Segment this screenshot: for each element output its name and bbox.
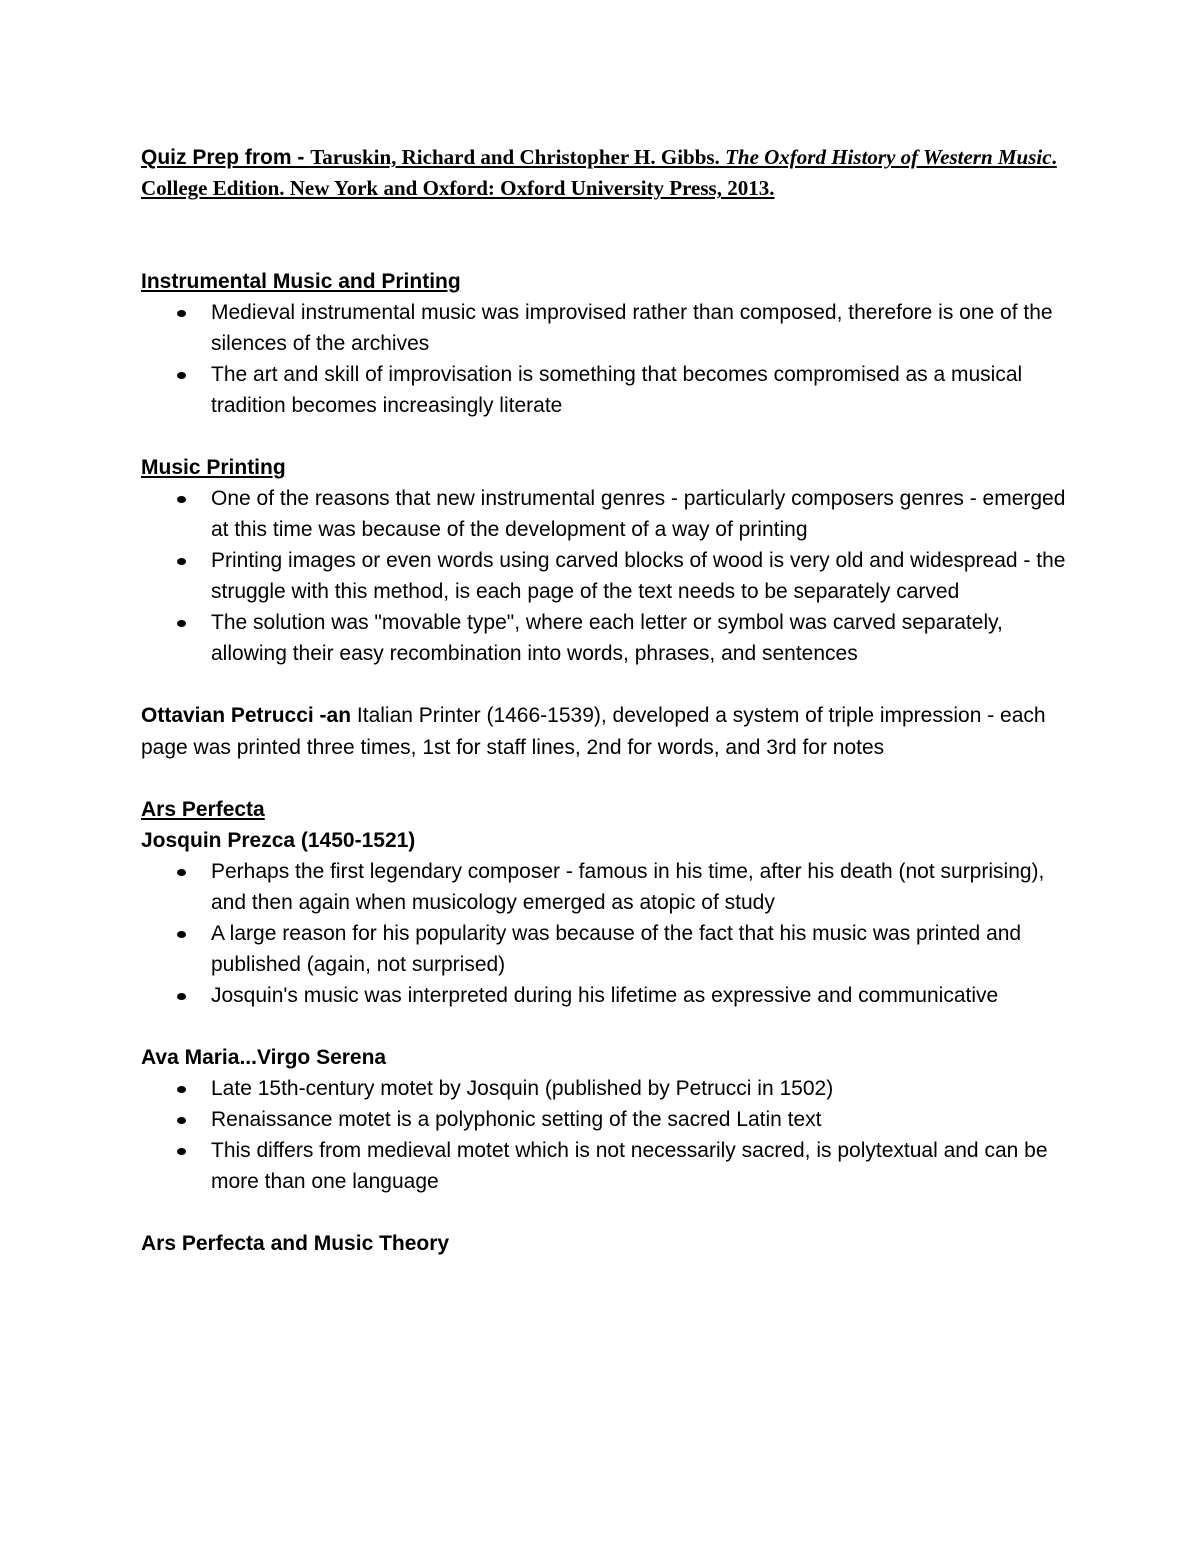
citation-book-title: The Oxford History of Western Music	[725, 145, 1052, 169]
list-item	[141, 607, 1071, 669]
bullet-text: The solution was "movable type", where each letter or symbol was carved separately, allowing their easy recombination into words, phrases, and sentences	[211, 611, 1003, 665]
list-item	[141, 545, 1071, 607]
bullet-icon	[177, 1086, 186, 1093]
printing-bullet-list	[141, 483, 1071, 669]
bullet-icon	[177, 1117, 186, 1124]
citation-publisher: . College Edition. New York and Oxford: Oxford University Press, 2013.	[141, 145, 1057, 200]
bullet-text: Printing images or even words using carved blocks of wood is very old and widespread - the struggle with this method, is each page of the text needs to be separately carved	[211, 549, 1066, 603]
petrucci-name: Ottavian Petrucci -an	[141, 704, 352, 727]
heading-ars-perfecta: Ars Perfecta	[141, 798, 265, 821]
bullet-text: Josquin's music was interpreted during his lifetime as expressive and communicative	[211, 984, 999, 1007]
bullet-icon	[177, 931, 186, 938]
bullet-icon	[177, 1148, 186, 1155]
petrucci-paragraph	[141, 700, 1071, 763]
document-page	[141, 142, 1071, 1259]
citation-lead: Quiz Prep from -	[141, 146, 311, 169]
bullet-text: Renaissance motet is a polyphonic setting of the sacred Latin text	[211, 1108, 822, 1131]
bullet-icon	[177, 372, 186, 379]
list-item	[141, 297, 1071, 359]
bullet-text: Medieval instrumental music was improvised rather than composed, therefore is one of the silences of the archives	[211, 301, 1053, 355]
bullet-icon	[177, 496, 186, 503]
heading-ars-perfecta-theory: Ars Perfecta and Music Theory	[141, 1232, 450, 1255]
ava-maria-bullet-list	[141, 1073, 1071, 1197]
list-item	[141, 359, 1071, 421]
list-item	[141, 980, 1071, 1011]
bullet-icon	[177, 869, 186, 876]
josquin-bullet-list	[141, 856, 1071, 1011]
bullet-icon	[177, 558, 186, 565]
list-item	[141, 918, 1071, 980]
bullet-text: A large reason for his popularity was because of the fact that his music was printed and published (again, not surprised)	[211, 922, 1022, 976]
list-item	[141, 1073, 1071, 1104]
subheading-josquin: Josquin Prezca (1450-1521)	[141, 829, 416, 852]
bullet-text: One of the reasons that new instrumental genres - particularly composers genres - emerged at this time was because of the development of a way of printing	[211, 487, 1066, 541]
list-item	[141, 483, 1071, 545]
list-item	[141, 856, 1071, 918]
bullet-text: Late 15th-century motet by Josquin (published by Petrucci in 1502)	[211, 1077, 834, 1100]
bullet-text: The art and skill of improvisation is something that becomes compromised as a musical tradition becomes increasingly literate	[211, 363, 1023, 417]
heading-instrumental-music: Instrumental Music and Printing	[141, 270, 461, 293]
list-item	[141, 1135, 1071, 1197]
instrumental-bullet-list	[141, 297, 1071, 421]
citation-authors: Taruskin, Richard and Christopher H. Gibbs.	[310, 145, 726, 169]
citation-title	[141, 142, 1071, 204]
bullet-icon	[177, 310, 186, 317]
bullet-icon	[177, 993, 186, 1000]
bullet-text: Perhaps the first legendary composer - famous in his time, after his death (not surprising), and then again when musicology emerged as atopic of study	[211, 860, 1045, 914]
heading-ava-maria: Ava Maria...Virgo Serena	[141, 1046, 387, 1069]
heading-music-printing: Music Printing	[141, 456, 286, 479]
list-item	[141, 1104, 1071, 1135]
bullet-icon	[177, 620, 186, 627]
petrucci-text: Italian Printer (1466-1539), developed a system of triple impression - each page was printed three times, 1st for staff lines, 2nd for words, and 3rd for notes	[141, 704, 1046, 759]
bullet-text: This differs from medieval motet which is not necessarily sacred, is polytextual and can be more than one language	[211, 1139, 1048, 1193]
